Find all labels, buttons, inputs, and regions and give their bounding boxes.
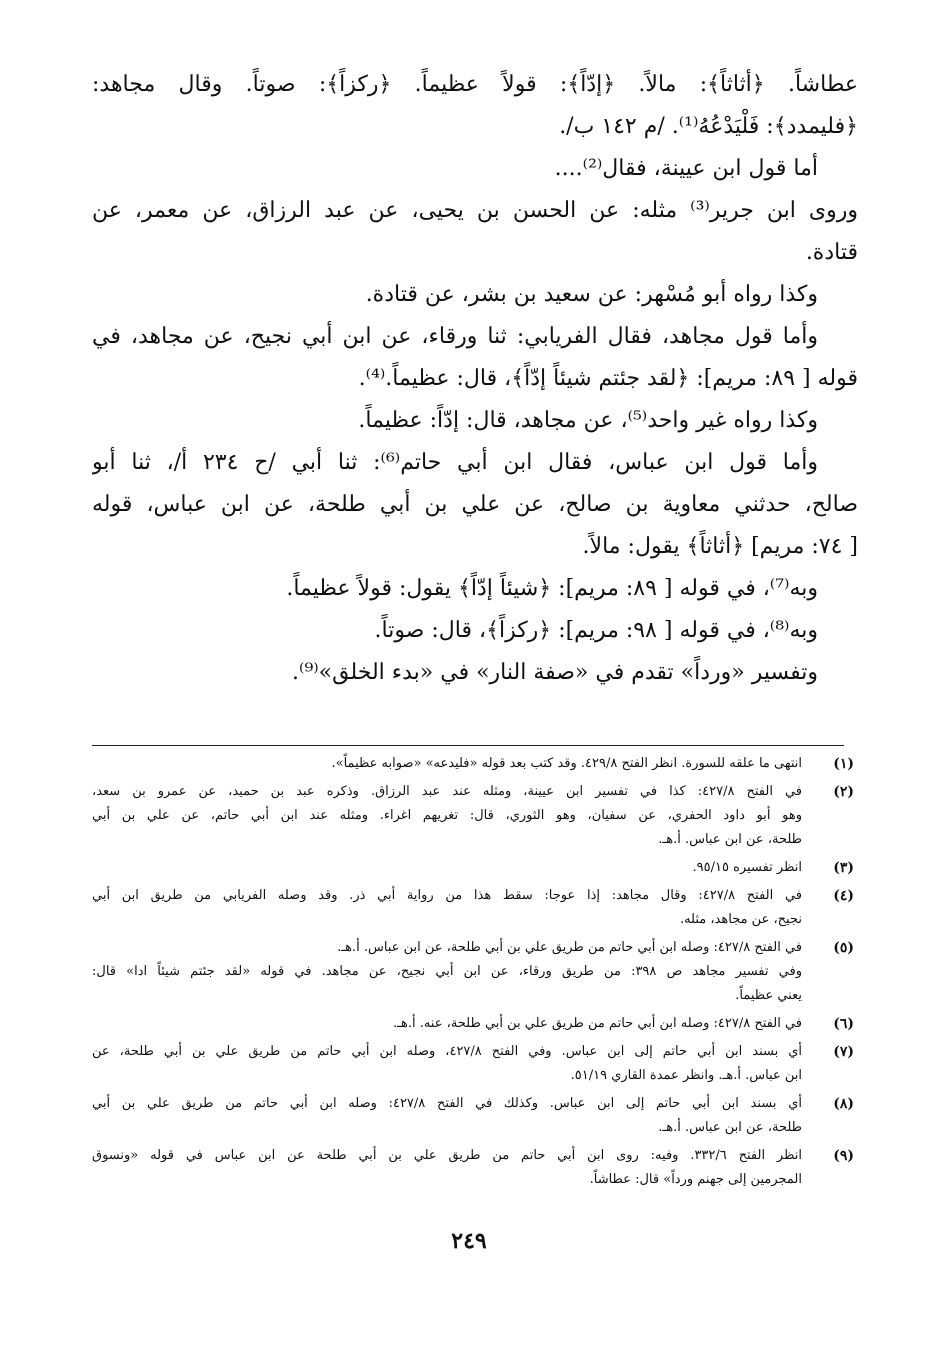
footnote xyxy=(92,856,854,880)
main-text xyxy=(92,64,858,694)
text-line: [ ٧٤: مريم] ﴿أثاثاً﴾ يقول: مالاً. xyxy=(582,534,858,559)
footnote-line: المجرمين إلى جهنم ورداً» قال: عطاشاً. xyxy=(589,1172,802,1187)
footnote-line: في الفتح ٤٢٧/٨: وقال مجاهد: إذا عوجا: سقط هذا من رواية أبي ذر. وقد وصله الفريابي من طريق ابن أبي xyxy=(92,888,802,903)
text-line: وروى ابن جرير⁽³⁾ مثله: عن الحسن بن يحيى، عن عبد الرزاق، عن معمر، عن xyxy=(92,198,858,223)
footnotes xyxy=(92,752,854,1196)
footnote-number: (٤) xyxy=(833,888,854,904)
text-line: عطاشاً. ﴿أثاثاً﴾: مالاً. ﴿إدّاً﴾: قولاً عظيماً. ﴿ركزاً﴾: صوتاً. وقال مجاهد: xyxy=(92,72,858,97)
footnote xyxy=(92,1144,854,1192)
footnote-number: (٣) xyxy=(833,860,854,876)
text-line: ﴿فليمدد﴾: فَلْيَدْعُهُ⁽¹⁾. /م ١٤٢ ب/. xyxy=(559,114,858,139)
footnote xyxy=(92,936,854,1008)
footnote xyxy=(92,884,854,932)
footnote-line: أي بسند ابن أبي حاتم إلى ابن عباس. وكذلك في الفتح ٤٢٧/٨: وصله ابن أبي حاتم من طريق علي بن أبي xyxy=(92,1096,802,1111)
footnote-number: (٧) xyxy=(833,1044,854,1060)
footnote-line: طلحة، عن ابن عباس. أ.هـ. xyxy=(658,832,802,847)
text-line: وبه⁽⁷⁾، في قوله [ ٨٩: مريم]: ﴿شيئاً إدّاً﴾ يقول: قولاً عظيماً. xyxy=(286,576,818,601)
footnote-line: انتهى ما علقه للسورة. انظر الفتح ٤٢٩/٨. وقد كتب بعد قوله «فليدعه» «صوابه عظيماً». xyxy=(331,756,802,771)
footnote xyxy=(92,780,854,852)
footnote-line: ابن عباس. أ.هـ. وانظر عمدة القاري ٥١/١٩. xyxy=(570,1068,802,1083)
footnote xyxy=(92,1012,854,1036)
footnote-number: (١) xyxy=(833,756,854,772)
text-line: وكذا رواه غير واحد⁽⁵⁾، عن مجاهد، قال: إدّاً: عظيماً. xyxy=(358,408,818,433)
footnote-line: في الفتح ٤٢٧/٨: وصله ابن أبي حاتم من طريق علي بن أبي طلحة، عن ابن عباس. أ.هـ. xyxy=(337,940,802,955)
text-line: صالح، حدثني معاوية بن صالح، عن علي بن أبي طلحة، عن ابن عباس، قوله xyxy=(92,492,858,517)
text-line: وأما قول مجاهد، فقال الفريابي: ثنا ورقاء، عن ابن أبي نجيح، عن مجاهد، في xyxy=(92,324,818,349)
footnote-line: طلحة، عن ابن عباس. أ.هـ. xyxy=(658,1120,802,1135)
footnote-line: في الفتح ٤٢٧/٨: وصله ابن أبي حاتم من طريق علي بن أبي طلحة، عنه. أ.هـ. xyxy=(393,1016,802,1031)
page-number: ٢٤٩ xyxy=(451,1228,487,1254)
footnote-number: (٨) xyxy=(833,1096,854,1112)
footnote-number: (٢) xyxy=(833,784,854,800)
footnote-line: أي بسند ابن أبي حاتم إلى ابن عباس. وفي الفتح ٤٢٧/٨، وصله ابن أبي حاتم من طريق علي بن أبي طلحة، عن xyxy=(92,1044,802,1059)
text-line: قوله [ ٨٩: مريم]: ﴿لقد جئتم شيئاً إدّاً﴾، قال: عظيماً.⁽⁴⁾. xyxy=(358,366,858,391)
footnote-number: (٦) xyxy=(833,1016,854,1032)
text-line: وكذا رواه أبو مُسْهر: عن سعيد بن بشر، عن قتادة. xyxy=(365,282,818,307)
footnote-line: وفي تفسير مجاهد ص ٣٩٨: من طريق ورقاء، عن ابن أبي نجيح، عن مجاهد. في قوله «لقد جئتم شيئاً ادا» قال: xyxy=(92,964,802,979)
footnote-line: في الفتح ٤٢٧/٨: كذا في تفسير ابن عيينة، ومثله عند عبد الرزاق. وذكره عبد بن حميد، عن عمرو بن سعد، xyxy=(92,784,802,799)
footnote-number: (٥) xyxy=(833,940,854,956)
text-line: قتادة. xyxy=(805,240,858,265)
footnote xyxy=(92,1040,854,1088)
footnote xyxy=(92,1092,854,1140)
footnote-line: انظر تفسيره ٩٥/١٥. xyxy=(692,860,802,875)
text-line: وبه⁽⁸⁾، في قوله [ ٩٨: مريم]: ﴿ركزاً﴾، قال: صوتاً. xyxy=(374,618,818,643)
text-line: أما قول ابن عيينة، فقال⁽²⁾.... xyxy=(554,156,818,181)
footnote xyxy=(92,752,854,776)
footnote-line: وهو أبو داود الحفري، عن سفيان، وهو الثوري، قال: تغريهم اغراء. ومثله عند ابن أبي حاتم، عن علي بن أبي xyxy=(92,808,802,823)
footnote-number: (٩) xyxy=(833,1148,854,1164)
text-line: وتفسير «ورداً» تقدم في «صفة النار» في «بدء الخلق»⁽⁹⁾. xyxy=(292,660,818,685)
footnote-line: انظر الفتح ٣٣٢/٦. وفيه: روى ابن أبي حاتم من طريق علي بن أبي طلحة عن ابن عباس في قوله «ونسوق xyxy=(92,1148,802,1163)
footnote-line: يعني عظيماً. xyxy=(735,988,802,1003)
footnote-line: نجيح، عن مجاهد، مثله. xyxy=(679,912,802,927)
text-line: وأما قول ابن عباس، فقال ابن أبي حاتم⁽⁶⁾: ثنا أبي /ح ٢٣٤ أ/، ثنا أبو xyxy=(92,450,818,475)
footnote-divider xyxy=(92,745,844,746)
